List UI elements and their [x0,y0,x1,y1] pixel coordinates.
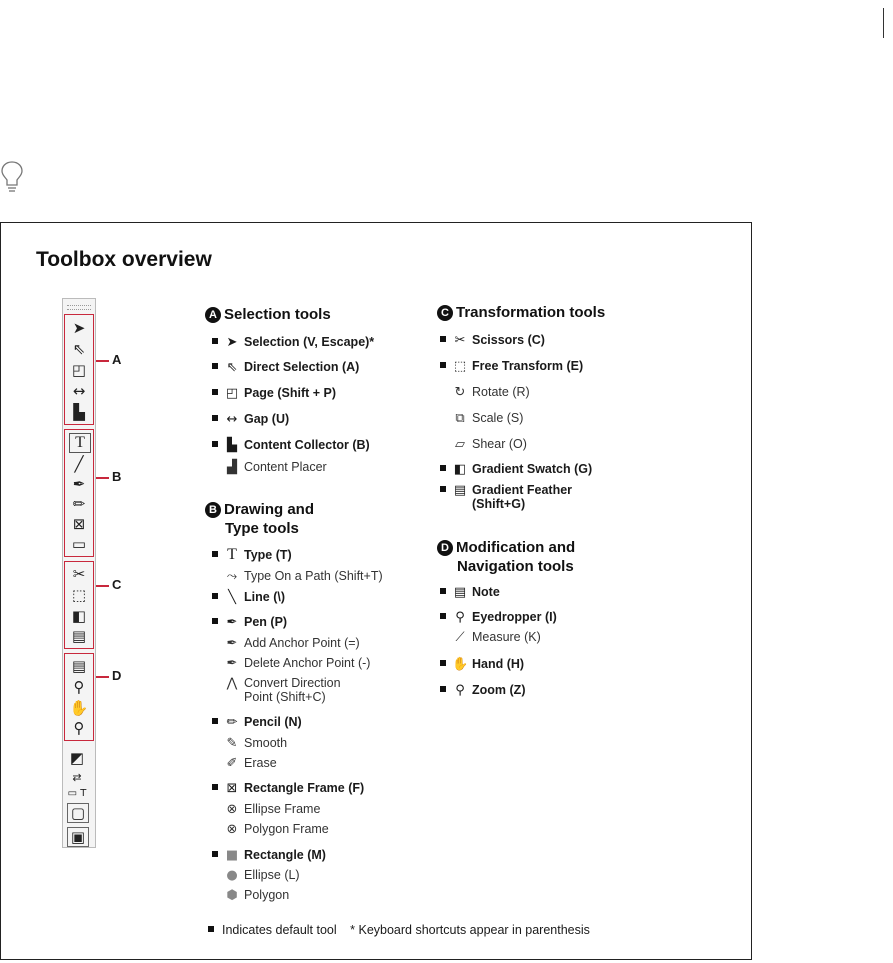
tool-name: Scale [472,411,504,425]
tool-shortcut: (P) [270,615,288,629]
ellipse-frame-icon: ⊗ [226,802,238,817]
tool-shortcut: (N) [284,715,302,729]
tool-shortcut: (=) [344,636,360,650]
figure-title: Toolbox overview [36,248,212,271]
panel-grip[interactable] [67,305,91,310]
tool-row-free-transform [440,359,583,374]
pen-icon: ✒ [226,615,238,630]
type-tool-icon[interactable]: T [69,433,91,453]
placer-icon: ▟ [227,460,237,475]
tool-name: Ellipse [244,868,281,882]
default-marker [212,593,218,599]
default-marker [212,441,218,447]
tool-name: Type [244,548,273,562]
shear-icon: ▱ [455,437,465,452]
tool-row-shear [452,437,527,452]
group-label-d: D [112,668,122,683]
page-tool-icon[interactable]: ◰ [71,361,87,379]
tool-name: Rectangle Frame [244,781,345,795]
toolbox-panel [62,298,96,848]
tool-name: Convert Direction [244,676,341,690]
direct-selection-icon[interactable]: ⇖ [72,340,86,358]
default-marker [212,784,218,790]
tool-shortcut: (E) [566,359,584,373]
tool-name: Add Anchor Point [244,636,341,650]
group-label-b: B [112,469,122,484]
tool-name: Smooth [244,736,288,750]
tool-row-scissors [440,333,545,348]
tool-shortcut: (U) [271,412,290,426]
tool-name: Erase [244,756,277,770]
tool-shortcut: (T) [275,548,292,562]
tool-row-gradient-swatch [440,462,592,477]
tool-row-type [212,547,292,563]
tool-name: Note [472,585,500,599]
tool-shortcut: (H) [506,657,525,671]
shortcut-note: * Keyboard shortcuts appear in parenthesis [350,923,590,937]
tool-row-measure [452,630,541,645]
tool-name: Line [244,590,270,604]
tool-row-selection [212,335,374,350]
tool-shortcut: (K) [524,630,541,644]
direct-arrow-icon: ⇖ [226,360,238,375]
default-marker [440,613,446,619]
tool-row-gap [212,412,289,427]
tool-shortcut: (Shift+T) [334,569,383,583]
lightbulb-icon [0,160,24,194]
tool-name: Gap [244,412,269,426]
scissors-icon: ✂ [454,333,466,348]
default-marker [440,686,446,692]
gap-icon: ↔ [226,412,238,427]
smooth-icon: ✎ [226,736,238,751]
tool-name: Pen [244,615,267,629]
arrow-icon: ➤ [226,335,238,350]
tool-name: Hand [472,657,504,671]
tool-row-type-on-path [224,569,383,584]
content-collector-icon[interactable]: ▙ [73,403,85,421]
tool-row-content-collector [212,438,370,453]
pen-tool-icon[interactable]: ✒ [72,475,86,493]
tool-row-polygon-frame [224,822,329,837]
polygon-frame-icon: ⊗ [226,822,238,837]
tool-row-hand [440,657,524,672]
tool-row-add-anchor [224,636,360,651]
free-transform-icon: ⬚ [453,359,467,374]
tool-group-d [64,653,94,741]
page-icon: ◰ [225,386,239,401]
formatting-container-icon[interactable]: ▭ T [67,788,87,799]
default-marker [440,486,446,492]
group-label-c: C [112,577,122,592]
tool-row-erase [224,756,277,771]
swap-colors-icon[interactable]: ⇄ [72,771,82,784]
tool-row-direct-selection [212,360,359,375]
gap-tool-icon[interactable]: ↔ [72,382,86,400]
tool-name: Pencil [244,715,281,729]
tool-name: Direct Selection [244,360,339,374]
hand-tool-icon[interactable]: ✋ [69,699,89,717]
section-badge-b: B [205,502,221,518]
tool-group-c [64,561,94,649]
section-title-line1: Modification and [456,539,576,556]
zoom-icon: ⚲ [455,683,465,698]
line-tool-icon[interactable]: ╱ [74,455,84,473]
tool-group-a [64,314,94,425]
eyedropper-icon[interactable]: ⚲ [73,678,85,696]
section-title: Selection tools [224,306,331,323]
tool-shortcut: (V, Escape)* [303,335,375,349]
tool-row-content-placer [224,460,327,475]
tool-shortcut: (Shift + P) [277,386,337,400]
default-marker [440,588,446,594]
tool-shortcut: (C) [527,333,545,347]
tool-name: Scissors [472,333,525,347]
tool-row-rectangle [212,848,326,863]
legend-footer [208,923,590,937]
section-badge-d: D [437,540,453,556]
erase-icon: ✐ [226,756,238,771]
tool-row-convert-direction-line2 [244,690,326,705]
note-tool-icon[interactable]: ▤ [71,657,87,675]
tool-name: Measure [472,630,521,644]
normal-view-icon[interactable]: ▢ [67,803,89,823]
gradient-feather-icon: ▤ [453,483,467,498]
section-title: Transformation tools [456,304,606,321]
tool-name: Zoom [472,683,507,697]
tool-row-note [440,585,500,600]
tool-name: Rotate [472,385,509,399]
tool-row-ellipse [224,868,300,883]
tool-name: Gradient Feather [472,483,573,497]
tool-row-gradient-feather-line2: (Shift+G) [472,497,526,511]
tool-name: Type On a Path [244,569,331,583]
section-modification-heading [437,538,575,576]
group-label-a: A [112,352,122,367]
tool-shortcut: (\) [273,590,285,604]
default-marker [212,851,218,857]
rectangle-frame-icon[interactable]: ⊠ [72,515,86,533]
tool-row-zoom [440,683,525,698]
gradient-feather-icon[interactable]: ▤ [71,627,87,645]
section-transformation-heading [437,303,605,322]
tool-name: Selection [244,335,300,349]
tool-shortcut: (I) [544,610,557,624]
tool-row-delete-anchor [224,656,370,671]
tool-row-polygon [224,888,289,903]
ellipse-icon: ● [226,868,238,883]
tool-name: Content Placer [244,460,327,474]
default-marker [212,551,218,557]
default-marker [440,362,446,368]
tool-shortcut: (M) [307,848,326,862]
section-title-line2: Type tools [225,520,299,537]
pencil-icon: ✏ [226,715,238,730]
tool-group-b [64,429,94,557]
default-marker [208,926,214,932]
convert-direction-icon: ⋀ [226,676,238,691]
tool-row-gradient-feather [440,483,572,498]
scale-icon: ⧉ [455,411,465,426]
default-tool-note: Indicates default tool [222,923,337,937]
tool-shortcut: (O) [508,437,527,451]
tool-name: Delete Anchor Point [244,656,355,670]
tool-name: Eyedropper [472,610,542,624]
tool-shortcut: (Shift+C) [275,690,326,704]
tool-row-eyedropper [440,610,557,625]
tool-row-pen [212,615,287,630]
tool-shortcut: (R) [512,385,530,399]
tool-shortcut: (F) [348,781,365,795]
tool-row-line [212,590,285,605]
tool-name: Shear [472,437,506,451]
tool-shortcut: (L) [284,868,300,882]
tool-name: Ellipse Frame [244,802,321,816]
edge-marker [883,8,884,38]
default-marker [212,718,218,724]
scissors-icon[interactable]: ✂ [72,565,86,583]
add-anchor-icon: ✒ [226,636,238,651]
section-drawing-heading [205,500,314,538]
rect-frame-icon: ⊠ [226,781,238,796]
tool-shortcut: (A) [341,360,360,374]
rectangle-icon: ■ [225,848,239,863]
pencil-tool-icon[interactable]: ✏ [72,495,86,513]
tool-name: Gradient Swatch [472,462,571,476]
tool-row-convert-direction [224,676,341,691]
type-icon: T [227,546,237,563]
group-b-leader [96,477,109,479]
collector-icon: ▙ [227,438,237,453]
gradient-swatch-icon[interactable]: ◧ [71,607,87,625]
default-marker [440,660,446,666]
tool-shortcut: (G) [574,462,593,476]
eyedropper-icon: ⚲ [455,610,465,625]
tool-shortcut: (Z) [509,683,526,697]
tool-row-page [212,386,336,401]
selection-arrow-icon[interactable]: ➤ [72,319,86,337]
delete-anchor-icon: ✒ [226,656,238,671]
tool-row-pencil [212,715,302,730]
tool-row-rotate [452,385,530,400]
group-d-leader [96,676,109,678]
default-marker [440,465,446,471]
line-icon: ╲ [228,590,236,605]
screen-mode-icon[interactable]: ▣ [67,827,89,847]
section-title-line1: Drawing and [224,501,315,518]
tool-row-scale [452,411,523,426]
hand-icon: ✋ [452,657,469,672]
default-marker [212,618,218,624]
default-marker [212,338,218,344]
free-transform-icon[interactable]: ⬚ [71,586,87,604]
tool-name: Polygon [244,888,290,902]
group-a-leader [96,360,109,362]
tool-shortcut: (B) [352,438,370,452]
section-title-line2: Navigation tools [457,558,574,575]
type-path-icon: ⤳ [226,569,238,584]
polygon-icon: ⬢ [226,888,238,903]
rotate-icon: ↻ [454,385,466,400]
measure-icon: ⟋ [455,630,465,645]
tool-shortcut: (S) [506,411,524,425]
default-marker [212,389,218,395]
tool-row-ellipse-frame [224,802,320,817]
default-marker [212,363,218,369]
section-badge-a: A [205,307,221,323]
tool-name: Page [244,386,274,400]
note-icon: ▤ [453,585,467,600]
tool-name: Free Transform [472,359,564,373]
default-marker [440,336,446,342]
section-selection-heading [205,305,331,324]
rectangle-tool-icon[interactable]: ▭ [71,535,87,553]
zoom-tool-icon[interactable]: ⚲ [73,719,85,737]
tool-shortcut: (-) [357,656,371,670]
tool-name: Content Collector [244,438,349,452]
tool-name: Polygon Frame [244,822,329,836]
fill-stroke-icon[interactable]: ◩ [69,749,85,767]
default-marker [212,415,218,421]
tool-row-smooth [224,736,287,751]
gradient-swatch-icon: ◧ [453,462,467,477]
section-badge-c: C [437,305,453,321]
group-c-leader [96,585,109,587]
tool-row-rectangle-frame [212,781,364,796]
tool-name-line2: Point [244,690,273,704]
tool-name: Rectangle [244,848,304,862]
